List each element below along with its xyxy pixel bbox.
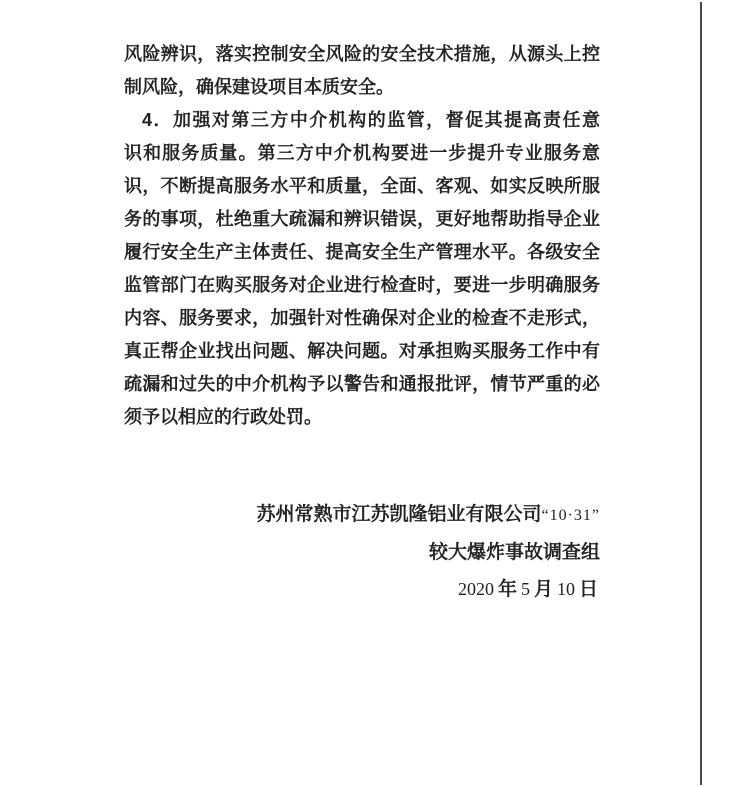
body-line: 疏漏和过失的中介机构予以警告和通报批评，情节严重的必	[124, 374, 600, 394]
body-line: 真正帮企业找出问题、解决问题。对承担购买服务工作中有	[124, 341, 600, 361]
body-line: 识，不断提高服务水平和质量，全面、客观、如实反映所服	[124, 176, 600, 196]
body-line: 务的事项，杜绝重大疏漏和辨识错误，更好地帮助指导企业	[124, 209, 600, 229]
body-line: 履行安全生产主体责任、提高安全生产管理水平。各级安全	[124, 242, 600, 262]
signature-company-name: 苏州常熟市江苏凯隆铝业有限公司	[256, 504, 542, 525]
date-year-label: 年	[497, 579, 517, 600]
body-line: 风险辨识，落实控制安全风险的安全技术措施，从源头上控	[124, 44, 600, 64]
signature-organization	[124, 496, 600, 534]
incident-code: “10·31”	[541, 507, 600, 524]
signature-group-name: 较大爆炸事故调查组	[428, 542, 600, 563]
body-line: 须予以相应的行政处罚。	[124, 407, 322, 427]
body-line: 监管部门在购买服务对企业进行检查时，要进一步明确服务	[124, 275, 600, 295]
page-edge-rule	[700, 2, 702, 785]
signature-block	[124, 496, 600, 608]
date-day-label: 日	[578, 579, 598, 600]
date-year: 2020	[457, 579, 494, 599]
signature-date	[124, 571, 600, 608]
body-line: 4．加强对第三方中介机构的监管，督促其提高责任意	[142, 110, 600, 130]
body-line: 制风险，确保建设项目本质安全。	[124, 77, 394, 97]
date-month: 5	[520, 579, 530, 599]
body-text-block	[124, 38, 600, 434]
date-month-label: 月	[533, 579, 553, 600]
date-day: 10	[556, 579, 575, 599]
body-line: 识和服务质量。第三方中介机构要进一步提升专业服务意	[124, 143, 600, 163]
body-line: 内容、服务要求，加强针对性确保对企业的检查不走形式，	[124, 308, 600, 328]
